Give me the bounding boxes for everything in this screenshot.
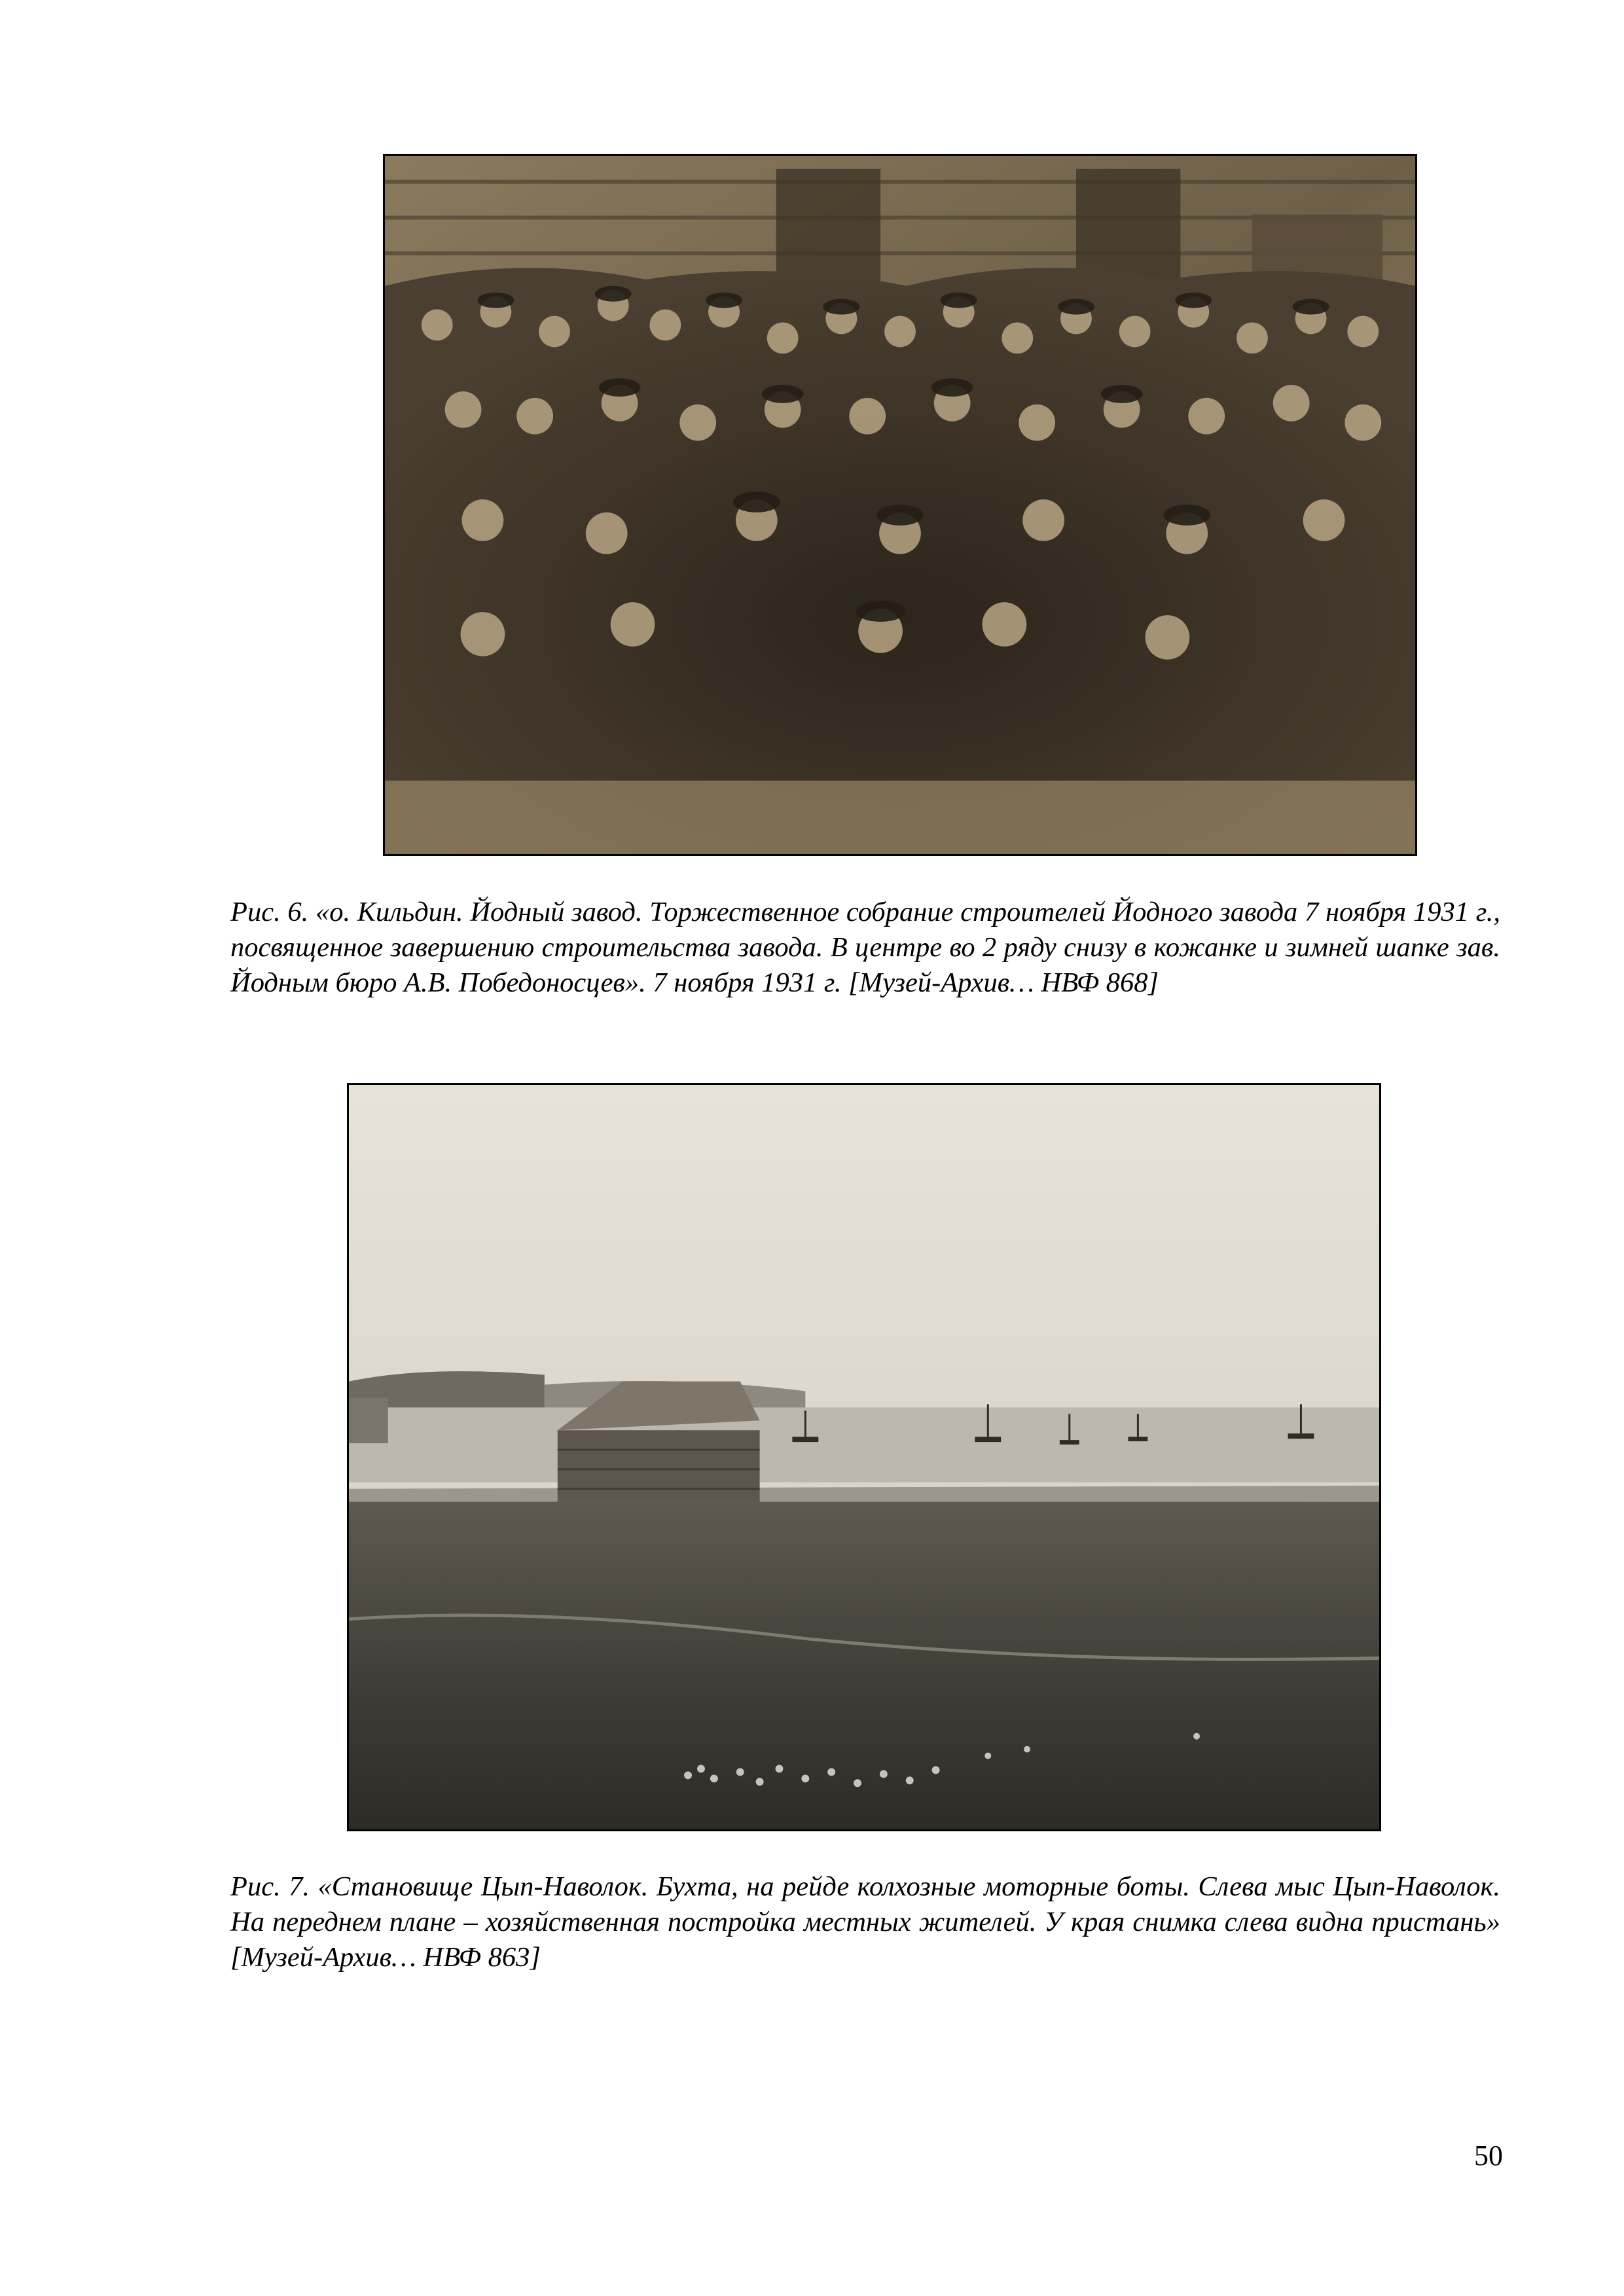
figure-7-caption: Рис. 7. «Становище Цып-Наволок. Бухта, на рейде колхозные моторные боты. Слева мыс Цып-Наволок. На переднем плане – хозяйственная постройка местных жителей. У края снимка слева видна пристань» [Музей-Архив… НВФ 863] xyxy=(230,1871,1500,1973)
bay-landscape-illustration xyxy=(349,1085,1379,1829)
figure-6-caption: Рис. 6. «о. Кильдин. Йодный завод. Торжественное собрание строителей Йодного завода 7 ноября 1931 г., посвященное завершению строительства завода. В центре во 2 ряду снизу в кожанке и зимней шапке зав. Йодным бюро А.В. Победоносцев». 7 ноября 1931 г. [Музей-Архив… НВФ 868] xyxy=(230,897,1500,998)
page-number: 50 xyxy=(1474,2140,1503,2172)
figure-6-photo xyxy=(383,154,1417,856)
figure-7-photo xyxy=(347,1083,1381,1831)
group-photo-illustration xyxy=(385,156,1415,854)
